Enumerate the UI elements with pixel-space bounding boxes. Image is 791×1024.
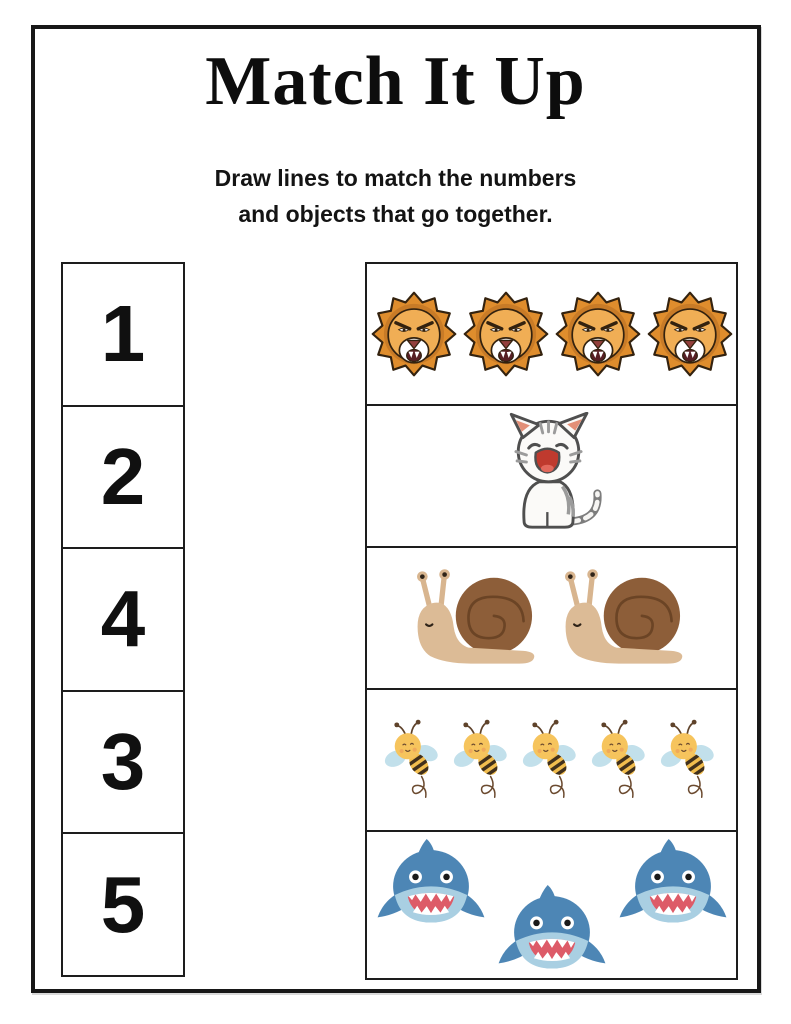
instructions-line-1: Draw lines to match the numbers bbox=[214, 165, 577, 191]
objects-row-bee[interactable] bbox=[365, 690, 738, 832]
number-cell-1[interactable] bbox=[61, 262, 185, 407]
objects-column bbox=[365, 262, 738, 980]
bee-icon bbox=[590, 718, 652, 802]
bee-icon bbox=[383, 718, 445, 802]
number-cell-2[interactable] bbox=[61, 407, 185, 550]
shark-icon bbox=[375, 838, 487, 933]
lion-icon bbox=[371, 290, 457, 378]
number-cell-4[interactable] bbox=[61, 549, 185, 692]
number-label: 3 bbox=[100, 717, 146, 807]
number-label: 2 bbox=[100, 431, 146, 521]
bee-icon bbox=[452, 718, 514, 802]
lion-icon bbox=[647, 290, 733, 378]
lion-icon bbox=[463, 290, 549, 378]
shark-icon bbox=[496, 884, 608, 979]
objects-row-shark[interactable] bbox=[365, 832, 738, 980]
number-cell-3[interactable] bbox=[61, 692, 185, 835]
objects-row-lion[interactable] bbox=[365, 262, 738, 406]
bee-icon bbox=[659, 718, 721, 802]
number-cell-5[interactable] bbox=[61, 834, 185, 977]
numbers-column bbox=[61, 262, 185, 977]
instructions-line-2: and objects that go together. bbox=[238, 201, 553, 227]
cat-icon bbox=[488, 412, 616, 540]
number-label: 1 bbox=[100, 289, 146, 379]
number-label: 4 bbox=[100, 574, 146, 664]
lion-icon bbox=[555, 290, 641, 378]
snail-icon bbox=[408, 565, 548, 671]
number-label: 5 bbox=[100, 859, 146, 949]
worksheet-title: Match It Up bbox=[205, 43, 586, 120]
bee-icon bbox=[521, 718, 583, 802]
shark-icon bbox=[617, 838, 729, 933]
objects-row-snail[interactable] bbox=[365, 548, 738, 690]
worksheet-instructions bbox=[0, 160, 791, 232]
objects-row-cat[interactable] bbox=[365, 406, 738, 548]
snail-icon bbox=[556, 565, 696, 671]
